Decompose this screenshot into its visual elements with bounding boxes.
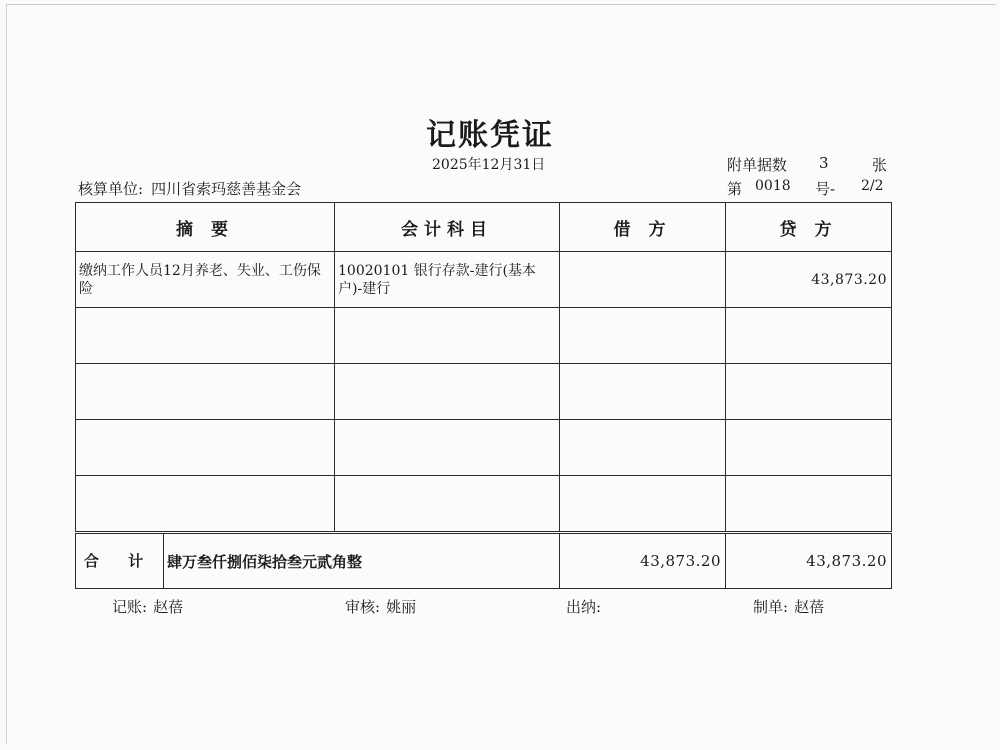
total-label: 合 计 [76, 534, 164, 588]
cell-summary [76, 364, 335, 420]
table-row [76, 476, 892, 533]
table-row [76, 252, 892, 308]
total-credit: 43,873.20 [726, 533, 892, 589]
cell-credit [726, 252, 892, 308]
cell-account [335, 308, 560, 364]
voucher-number-value: 0018 [755, 178, 791, 194]
reviewer-name: 姚丽 [386, 598, 417, 616]
cell-summary [76, 308, 335, 364]
accounting-unit-label: 核算单位: [78, 180, 144, 198]
cell-account [335, 420, 560, 476]
header-credit: 贷 方 [726, 203, 892, 252]
attachment-number: 3 [819, 154, 829, 172]
preparer-signature [753, 596, 824, 617]
voucher-date: 2025年12月31日 [432, 157, 546, 173]
cell-summary [76, 420, 335, 476]
cell-debit [560, 308, 726, 364]
cell-debit [560, 476, 726, 533]
total-cell [76, 533, 560, 589]
table-row [76, 308, 892, 364]
account-text: 10020101 银行存款-建行(基本户)-建行 [338, 263, 536, 297]
summary-text: 缴纳工作人员12月养老、失业、工伤保险 [79, 263, 321, 297]
cell-credit [726, 420, 892, 476]
credit-amount [726, 364, 891, 383]
total-debit: 43,873.20 [560, 533, 726, 589]
attachment-unit: 张 [872, 156, 888, 174]
attachment-label: 附单据数 [727, 156, 788, 174]
voucher-number-suffix: 号- [815, 180, 836, 198]
cashier-label: 出纳: [566, 598, 602, 616]
bookkeeper-signature [112, 596, 183, 617]
reviewer-signature [345, 596, 416, 617]
accounting-unit-name: 四川省索玛慈善基金会 [151, 180, 302, 198]
voucher-page: 2/2 [861, 178, 884, 194]
credit-amount [726, 420, 891, 439]
summary-text [76, 476, 334, 486]
header-account: 会计科目 [335, 203, 560, 252]
reviewer-label: 审核: [345, 598, 381, 616]
account-text [335, 364, 559, 374]
cell-credit [726, 364, 892, 420]
header-summary: 摘 要 [76, 203, 335, 252]
credit-amount [726, 476, 891, 495]
voucher-title: 记账凭证 [426, 118, 554, 153]
summary-text [76, 420, 334, 430]
account-text [335, 476, 559, 486]
debit-amount [560, 364, 725, 383]
total-row [76, 533, 892, 589]
account-text [335, 420, 559, 430]
total-amount-in-words: 肆万叁仟捌佰柒拾叁元贰角整 [167, 552, 363, 571]
bookkeeper-name: 赵蓓 [153, 598, 184, 616]
cell-account [335, 252, 560, 308]
account-text [335, 308, 559, 318]
debit-amount [560, 252, 725, 271]
credit-amount: 43,873.20 [811, 272, 887, 288]
debit-amount [560, 308, 725, 327]
cashier-signature [566, 596, 607, 617]
cell-summary [76, 252, 335, 308]
cell-credit [726, 476, 892, 533]
preparer-name: 赵蓓 [794, 598, 825, 616]
cell-debit [560, 420, 726, 476]
cell-debit [560, 252, 726, 308]
table-row [76, 420, 892, 476]
cell-summary [76, 476, 335, 533]
cell-account [335, 364, 560, 420]
summary-text [76, 308, 334, 318]
voucher-number-prefix: 第 [727, 180, 743, 198]
summary-text [76, 364, 334, 374]
bookkeeper-label: 记账: [112, 598, 148, 616]
cell-debit [560, 364, 726, 420]
credit-amount [726, 308, 891, 327]
table-row [76, 364, 892, 420]
debit-amount [560, 476, 725, 495]
header-debit: 借 方 [560, 203, 726, 252]
scan-edge-top [6, 4, 996, 5]
accounting-unit [78, 178, 301, 199]
cell-credit [726, 308, 892, 364]
table-header-row [76, 203, 892, 252]
cell-account [335, 476, 560, 533]
debit-amount [560, 420, 725, 439]
preparer-label: 制单: [753, 598, 789, 616]
voucher-table [75, 202, 892, 589]
